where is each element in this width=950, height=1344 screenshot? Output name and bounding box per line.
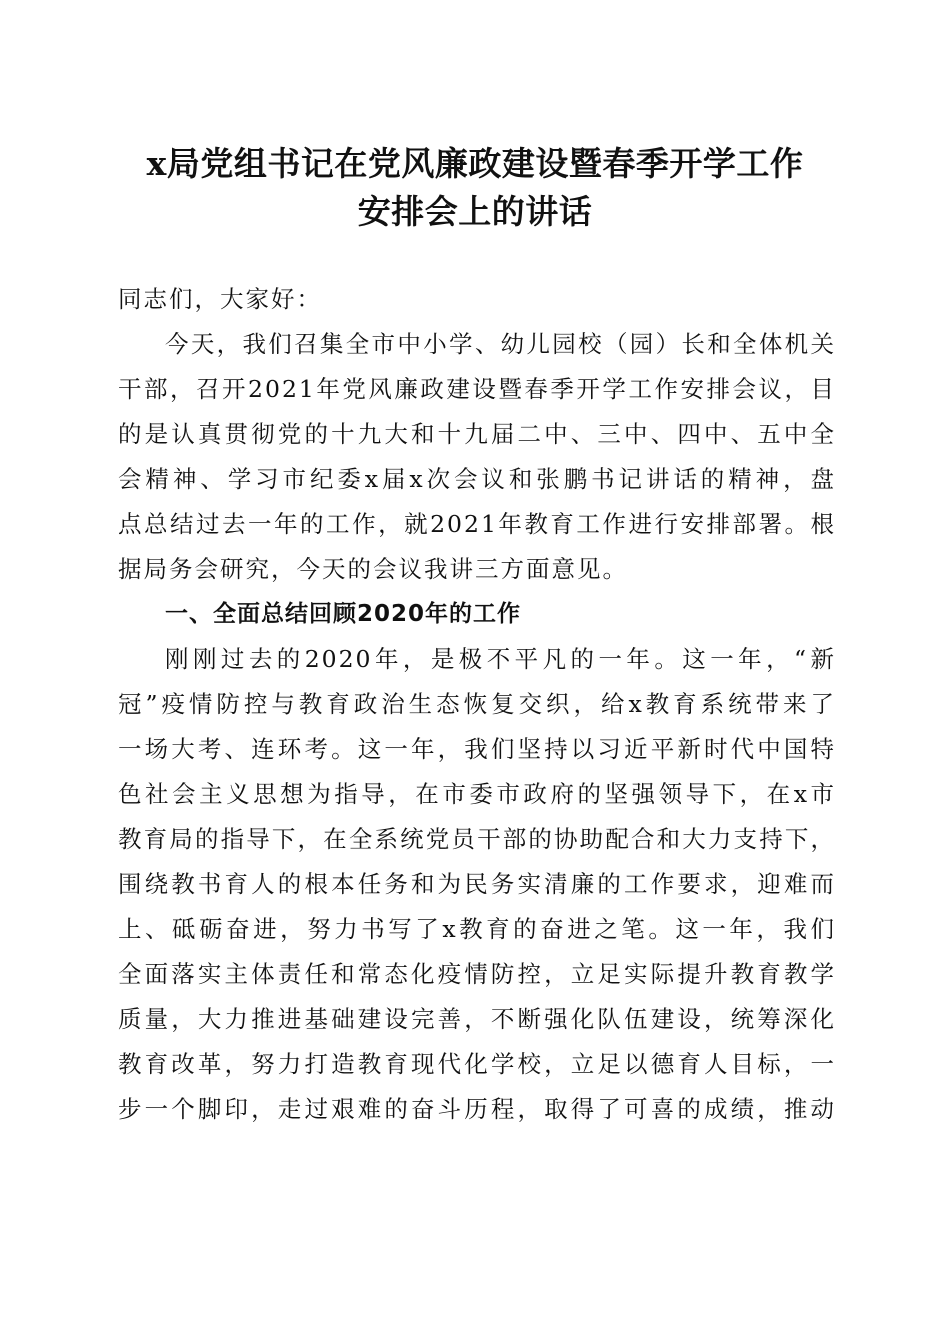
- paragraph-line: 刚刚过去的2020年，是极不平凡的一年。这一年，“新: [165, 645, 836, 673]
- section-heading-1: 一、全面总结回顾2020年的工作: [165, 601, 522, 627]
- paragraph-line: 据局务会研究，今天的会议我讲三方面意见。: [118, 555, 628, 583]
- paragraph-line: 质量，大力推进基础建设完善，不断强化队伍建设，统筹深化: [118, 1005, 836, 1033]
- paragraph-line: 围绕教书育人的根本任务和为民务实清廉的工作要求，迎难而: [118, 870, 836, 898]
- document-body: [118, 277, 836, 1132]
- paragraph-line: 一场大考、连环考。这一年，我们坚持以习近平新时代中国特: [118, 735, 836, 763]
- paragraph-line: 干部，召开2021年党风廉政建设暨春季开学工作安排会议，目: [118, 375, 836, 403]
- paragraph-line: 今天，我们召集全市中小学、幼儿园校（园）长和全体机关: [165, 330, 836, 358]
- paragraph-line: 全面落实主体责任和常态化疫情防控，立足实际提升教育教学: [118, 960, 836, 988]
- paragraph-2: [118, 637, 836, 1132]
- title-line-1: x局党组书记在党风廉政建设暨春季开学工作: [146, 144, 804, 183]
- paragraph-line: 步一个脚印，走过艰难的奋斗历程，取得了可喜的成绩，推动: [118, 1095, 836, 1123]
- paragraph-line: 教育改革，努力打造教育现代化学校，立足以德育人目标，一: [118, 1050, 836, 1078]
- document-title: [100, 140, 850, 236]
- paragraph-line: 的是认真贯彻党的十九大和十九届二中、三中、四中、五中全: [118, 420, 836, 448]
- paragraph-1: [118, 322, 836, 592]
- paragraph-line: 冠”疫情防控与教育政治生态恢复交织，给x教育系统带来了: [118, 690, 836, 718]
- salutation: 同志们，大家好：: [118, 285, 322, 313]
- paragraph-line: 上、砥砺奋进，努力书写了x教育的奋进之笔。这一年，我们: [118, 915, 836, 943]
- paragraph-line: 点总结过去一年的工作，就2021年教育工作进行安排部署。根: [118, 510, 836, 538]
- paragraph-line: 教育局的指导下，在全系统党员干部的协助配合和大力支持下，: [118, 825, 836, 853]
- paragraph-line: 色社会主义思想为指导，在市委市政府的坚强领导下，在x市: [118, 780, 836, 808]
- title-line-2: 安排会上的讲话: [357, 192, 593, 231]
- paragraph-line: 会精神、学习市纪委x届x次会议和张鹏书记讲话的精神，盘: [118, 465, 836, 493]
